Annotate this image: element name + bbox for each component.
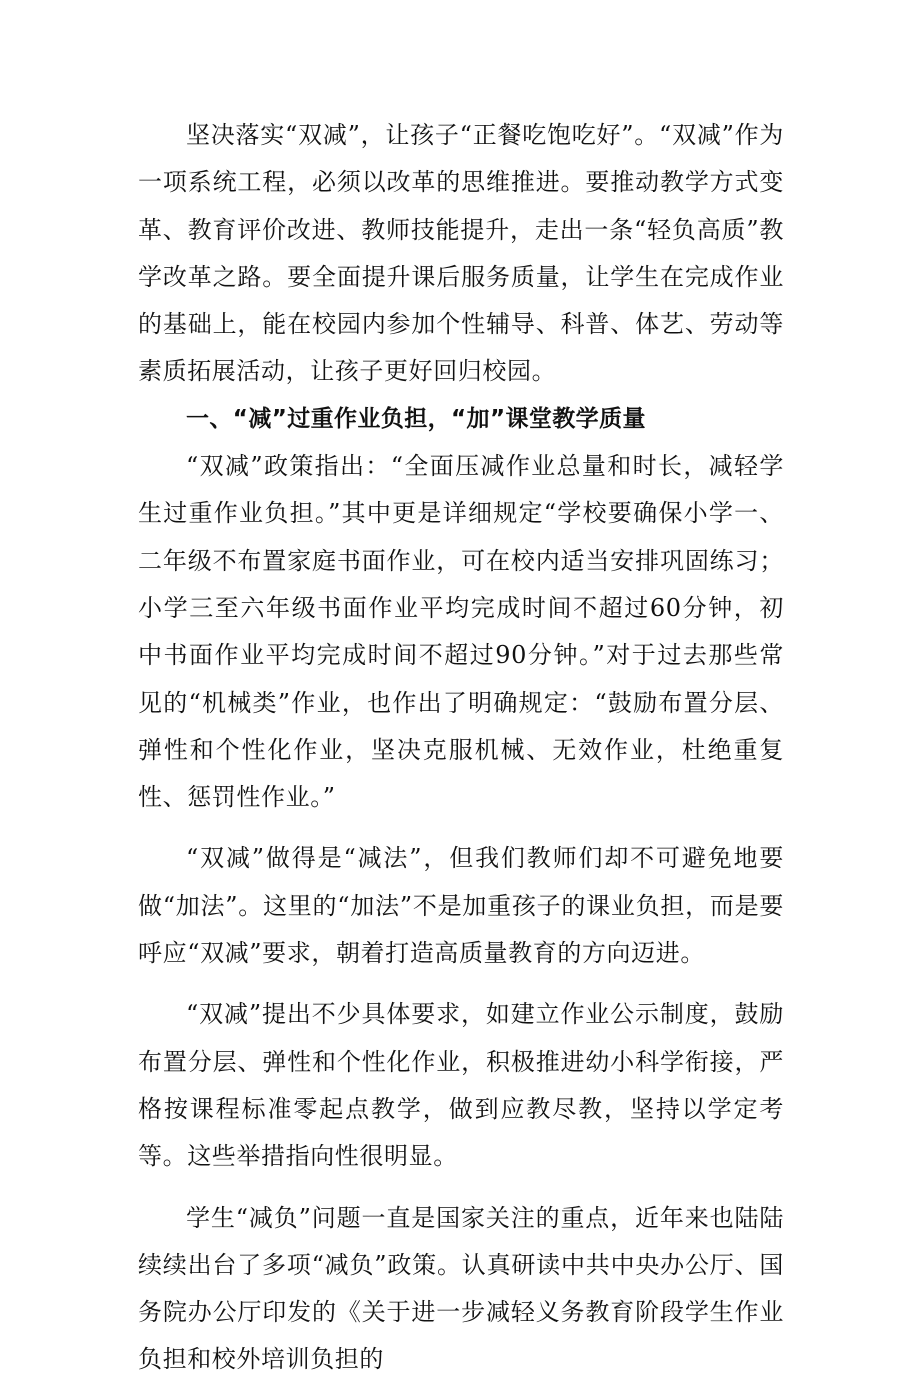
section-heading-1: 一、“减”过重作业负担，“加”课堂教学质量 <box>186 405 646 432</box>
paragraph-requirements: “双减”提出不少具体要求，如建立作业公示制度，鼓励布置分层、弹性和个性化作业，积极推进幼小科学衔接，严格按课程标准零起点教学，做到应教尽教，坚持以学定考等。这些举措指向性很明显。 <box>138 1000 784 1171</box>
paragraph-addition: “双减”做得是“减法”，但我们教师们却不可避免地要做“加法”。这里的“加法”不是加重孩子的课业负担，而是要呼应“双减”要求，朝着打造高质量教育的方向迈进。 <box>138 844 784 968</box>
paragraph-policy-quote: “双减”政策指出：“全面压减作业总量和时长，减轻学生过重作业负担。”其中更是详细规定“学校要确保小学一、二年级不布置家庭书面作业，可在校内适当安排巩固练习；小学三至六年级书面作业平均完成时间不超过60分钟，初中书面作业平均完成时间不超过90分钟。”对于过去那些常见的“机械类”作业，也作出了明确规定：“鼓励布置分层、弹性和个性化作业，坚决克服机械、无效作业，杜绝重复性、惩罚性作业。” <box>138 452 784 812</box>
document-body <box>138 112 784 1384</box>
paragraph-intro: 坚决落实“双减”，让孩子“正餐吃饱吃好”。“双减”作为一项系统工程，必须以改革的思维推进。要推动教学方式变革、教育评价改进、教师技能提升，走出一条“轻负高质”教学改革之路。要全面提升课后服务质量，让学生在完成作业的基础上，能在校园内参加个性辅导、科普、体艺、劳动等素质拓展活动，让孩子更好回归校园。 <box>138 121 784 386</box>
paragraph-burden-reduction: 学生“减负”问题一直是国家关注的重点，近年来也陆陆续续出台了多项“减负”政策。认真研读中共中央办公厅、国务院办公厅印发的《关于进一步减轻义务教育阶段学生作业负担和校外培训负担的 <box>138 1203 784 1374</box>
